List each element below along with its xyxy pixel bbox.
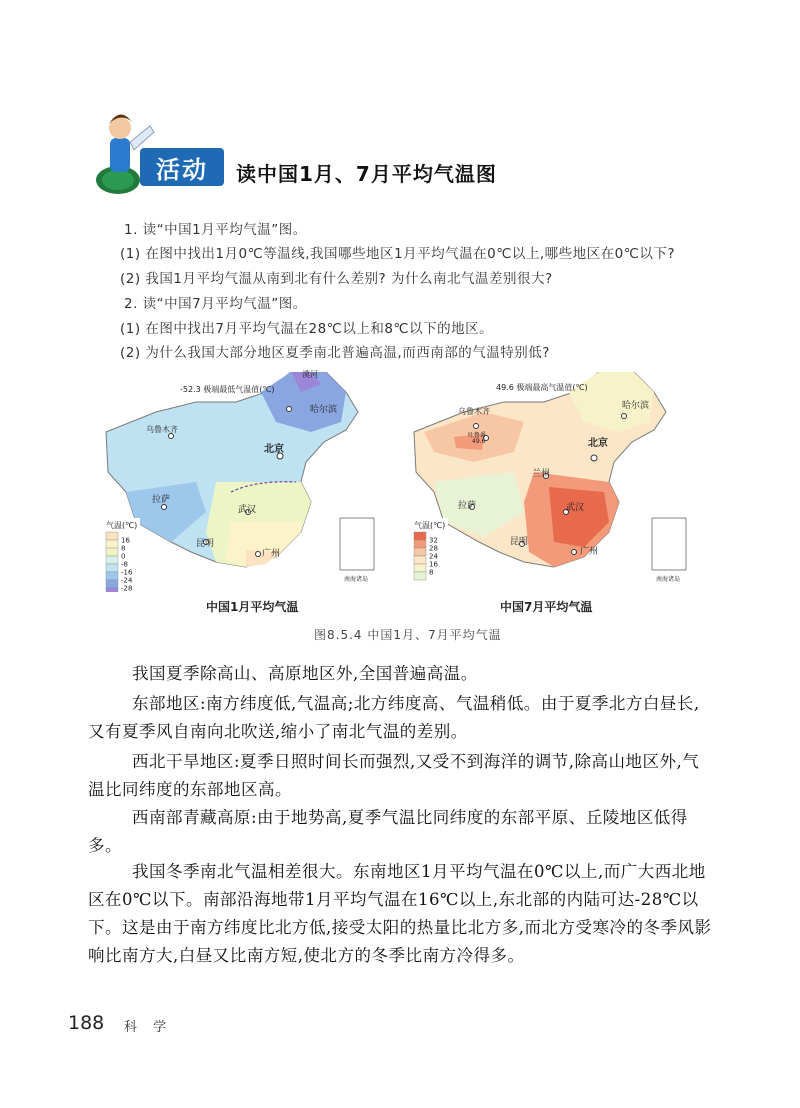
legend-jul-swatch: [414, 540, 426, 548]
city-wuhan-jan: 武汉: [238, 505, 257, 515]
city-guangzhou-jul: 广州: [580, 547, 599, 557]
city-kunming-jul: 昆明: [510, 537, 529, 547]
legend-jan-swatch: [106, 588, 118, 592]
city-beijing-jan: 北京: [264, 444, 284, 455]
legend-jul-swatch: [414, 564, 426, 572]
legend-jan-tick: 0: [121, 552, 126, 561]
jan-extreme-label: -52.3 极端最低气温值(℃): [180, 385, 275, 394]
caption-jul-map: 中国7月平均气温: [500, 600, 593, 614]
legend-jan-tick: 16: [121, 536, 130, 545]
paragraph-4: 西南部青藏高原:由于地势高,夏季气温比同纬度的东部平原、丘陵地区低得多。: [88, 808, 688, 855]
question-1-2: (2) 我国1月平均气温从南到北有什么差别? 为什么南北气温差别很大?: [120, 271, 553, 287]
legend-jan-title: 气温(℃): [106, 521, 138, 530]
legend-jan-tick: -28: [121, 584, 133, 592]
legend-jul-tick: 8: [429, 568, 434, 577]
map-july: [404, 372, 704, 592]
city-lhasa-jan: 拉萨: [152, 495, 171, 505]
legend-jul-tick: 32: [429, 536, 438, 545]
page-number: 188: [68, 1012, 105, 1034]
question-2: 2. 读“中国7月平均气温”图。: [124, 296, 307, 312]
city-guangzhou-jan: 广州: [262, 549, 281, 559]
legend-jan-swatch: [106, 540, 118, 548]
city-lanzhou: 兰州: [532, 469, 551, 479]
legend-jan-swatch: [106, 564, 118, 572]
turpan-value: 49.6: [472, 438, 486, 445]
city-urumqi-jul: 乌鲁木齐: [458, 407, 490, 416]
caption-jan-map: 中国1月平均气温: [206, 600, 299, 614]
legend-jul-swatch: [414, 548, 426, 556]
legend-jul-title: 气温(℃): [414, 521, 446, 530]
figure-caption: 图8.5.4 中国1月、7月平均气温: [314, 628, 502, 642]
city-lhasa-jul: 拉萨: [458, 501, 477, 511]
map-january: [96, 372, 396, 592]
jul-extreme-label: 49.6 极端最高气温值(℃): [496, 383, 588, 392]
legend-jan-tick: 8: [121, 544, 126, 553]
legend-jan-swatch: [106, 556, 118, 564]
question-2-1: (1) 在图中找出7月平均气温在28℃以上和8℃以下的地区。: [120, 321, 494, 337]
inset-label-jan: 南海诸岛: [344, 576, 369, 583]
city-turpan: 吐鲁番: [468, 432, 487, 439]
inset-label-jul: 南海诸岛: [656, 576, 681, 583]
city-mohe: 漠河: [302, 370, 318, 379]
legend-jan-swatch: [106, 572, 118, 580]
legend-jan-swatch: [106, 532, 118, 540]
legend-jan-tick: -24: [121, 576, 133, 585]
city-harbin-jan: 哈尔滨: [310, 405, 338, 415]
legend-jan-swatch: [106, 580, 118, 588]
question-1-1: (1) 在图中找出1月0℃等温线,我国哪些地区1月平均气温在0℃以上,哪些地区在0℃以下?: [120, 246, 676, 262]
legend-jan-tick: -16: [121, 568, 133, 577]
legend-jan-tick: -8: [121, 560, 128, 569]
city-beijing-jul: 北京: [588, 438, 608, 449]
book-name: 科 学: [124, 1020, 173, 1035]
paragraph-1: 我国夏季除高山、高原地区外,全国普遍高温。: [132, 664, 478, 683]
city-harbin-jul: 哈尔滨: [622, 401, 650, 411]
legend-jul-swatch: [414, 532, 426, 540]
paragraph-3: 西北干旱地区:夏季日照时间长而强烈,又受不到海洋的调节,除高山地区外,气温比同纬度的东部地区高。: [88, 752, 700, 799]
legend-jul-tick: 28: [429, 544, 438, 553]
legend-jul-swatch: [414, 572, 426, 580]
paragraph-2: 东部地区:南方纬度低,气温高;北方纬度高、气温稍低。由于夏季北方白昼长,又有夏季风自南向北吹送,缩小了南北气温的差别。: [88, 694, 700, 741]
city-urumqi-jan: 乌鲁木齐: [146, 425, 178, 434]
city-kunming-jan: 昆明: [196, 539, 215, 549]
question-2-2: (2) 为什么我国大部分地区夏季南北普遍高温,而西南部的气温特别低?: [120, 345, 550, 361]
city-wuhan-jul: 武汉: [566, 503, 585, 513]
legend-jul-tick: 16: [429, 560, 438, 569]
legend-jul-tick: 24: [429, 552, 438, 561]
activity-label: 活动: [140, 148, 224, 186]
activity-title: 读中国1月、7月平均气温图: [236, 162, 497, 186]
question-1: 1. 读“中国1月平均气温”图。: [124, 222, 307, 238]
legend-jul-swatch: [414, 556, 426, 564]
legend-jan-swatch: [106, 548, 118, 556]
paragraph-5: 我国冬季南北气温相差很大。东南地区1月平均气温在0℃以上,而广大西北地区在0℃以下。南部沿海地带1月平均气温在16℃以上,东北部的内陆可达-28℃以下。这是由于南方纬度比北方低,接受太阳的热量比北方多,而北方受寒冷的冬季风影响比南方大,白昼又比南方短,使北方的冬季比南方冷得多。: [88, 862, 712, 965]
